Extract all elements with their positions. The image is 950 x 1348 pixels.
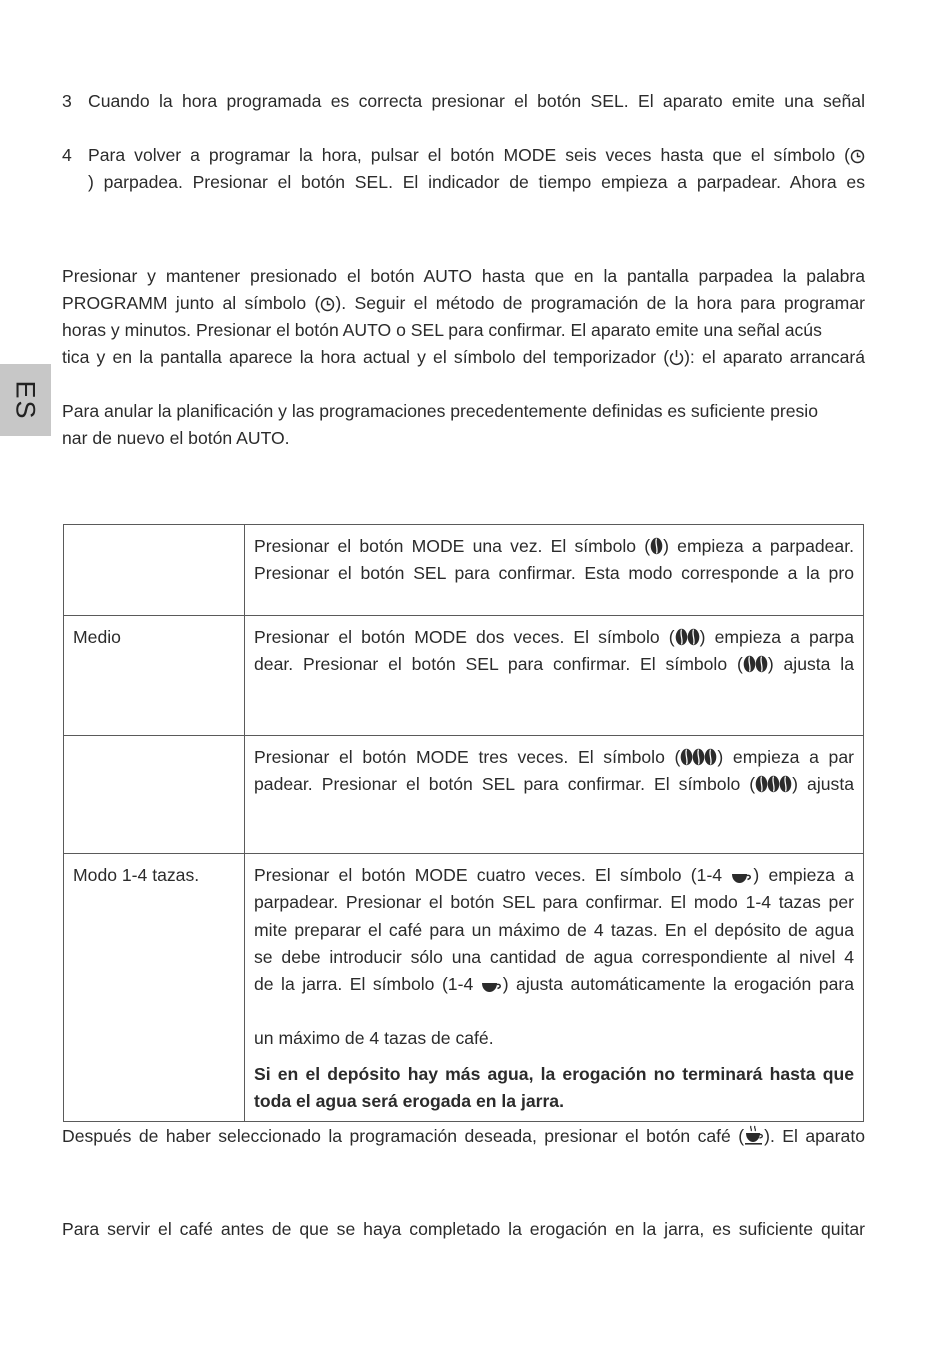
- clock-icon: [320, 297, 335, 312]
- cup-icon: [481, 981, 503, 993]
- auto-paragraph: Presionar y mantener presionado el botón AUTO hasta que en la pantalla parpadea la palabra PROGRAMM junto al símbolo ( ). Seguir el método de programación de la hora para programar horas y minutos. Presionar el botón AUTO o SEL para confirmar. El aparato emite una señal acús tica y en la pantalla aparece la hora actual y el símbolo del temporizador ( ): el aparato arrancará: [62, 266, 865, 367]
- language-tab-label: ES: [11, 379, 41, 421]
- cancel-paragraph: Para anular la planificación y las programaciones precedentemente definidas es suficiente presio nar de nuevo el botón AUTO.: [62, 401, 818, 448]
- after-table-paragraph: Después de haber seleccionado la programación deseada, presionar el botón café ( ). El aparato: [62, 1126, 865, 1146]
- bean-icon: [743, 655, 768, 673]
- mode-label: Medio: [64, 616, 245, 736]
- mode-description: Presionar el botón MODE dos veces. El símbolo ( ) empieza a parpa dear. Presionar el botón SEL para confirmar. El símbolo ( ) ajusta la: [245, 616, 864, 736]
- step-4: [62, 142, 865, 196]
- coffee-button-icon: [744, 1125, 764, 1145]
- table-row: [64, 736, 864, 854]
- mode-description: Presionar el botón MODE una vez. El símbolo ( ) empieza a parpadear. Presionar el botón SEL para confirmar. Esta modo corresponde a la pro: [245, 525, 864, 616]
- table-row: [64, 854, 864, 1122]
- serve-paragraph: Para servir el café antes de que se haya completado la erogación en la jarra, es suficiente quitar: [62, 1219, 865, 1239]
- mode-table: [63, 524, 864, 1122]
- table-row: [64, 616, 864, 736]
- mode-description: Presionar el botón MODE cuatro veces. El símbolo (1-4 ) empieza a parpadear. Presionar el botón SEL para confirmar. El modo 1-4 tazas per mite preparar el café para un máximo de 4 tazas. En el depósito de agua se debe introducir sólo una cantidad de agua correspondiente al nivel 4 de la jarra. El símbolo (1-4 ) ajusta automáticamente la erogación para un máximo de 4 tazas de café. Si en el depósito hay más agua, la erogación no terminará hasta que toda el agua será erogada en la jarra.: [245, 854, 864, 1122]
- bean-icon: [675, 628, 700, 646]
- timer-icon: [669, 349, 684, 366]
- mode-label: Modo 1-4 tazas.: [64, 854, 245, 1122]
- mode-label: [64, 525, 245, 616]
- mode-label: [64, 736, 245, 854]
- bean-icon: [755, 775, 792, 793]
- step-number: 4: [62, 145, 72, 165]
- mode-description: Presionar el botón MODE tres veces. El símbolo ( ) empieza a par padear. Presionar el botón SEL para confirmar. El símbolo ( ) ajusta: [245, 736, 864, 854]
- bean-icon: [650, 537, 663, 555]
- step-text: Cuando la hora programada es correcta presionar el botón SEL. El aparato emite una señal: [88, 91, 865, 111]
- table-row: [64, 525, 864, 616]
- warning-text: toda el agua será erogada en la jarra.: [254, 1091, 564, 1112]
- step-text: Para volver a programar la hora, pulsar el botón MODE seis veces hasta que el símbolo ( ) parpadea. Presionar el botón SEL. El indicador de tiempo empieza a parpadear. Ahora es: [88, 145, 865, 192]
- step-3: [62, 88, 865, 115]
- language-tab: [0, 364, 51, 436]
- step-number: 3: [62, 91, 72, 111]
- cup-icon: [731, 872, 753, 884]
- warning-text: Si en el depósito hay más agua, la erogación no terminará hasta que: [254, 1063, 854, 1084]
- bean-icon: [680, 748, 717, 766]
- clock-icon: [850, 149, 865, 164]
